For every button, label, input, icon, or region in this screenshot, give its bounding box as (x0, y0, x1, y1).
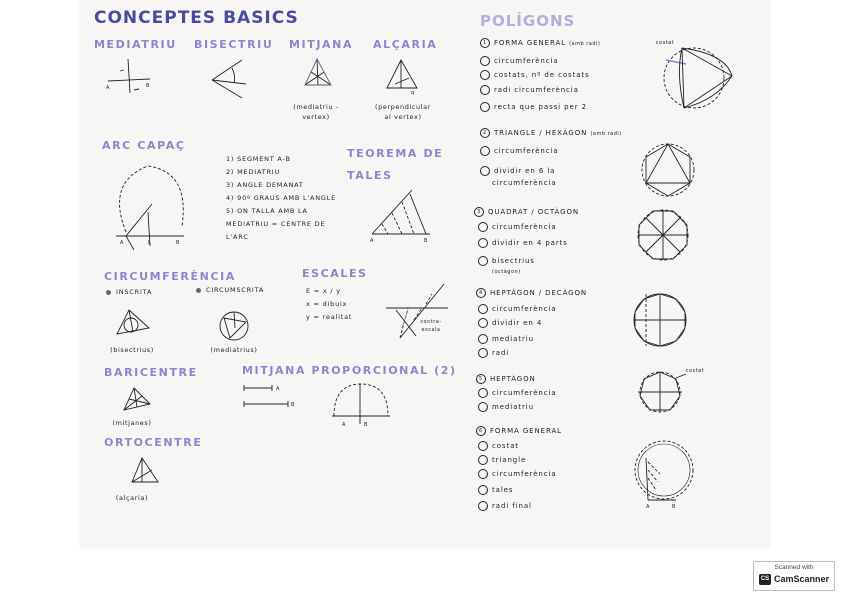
section-number: 3 (474, 207, 484, 217)
step-bullet (478, 485, 488, 495)
inscrita-figure (115, 308, 151, 338)
item-text: dividir en 4 parts (492, 239, 568, 247)
section-6-item (478, 485, 513, 495)
item-text: circumferència (492, 389, 557, 397)
caption-line: (perpendicular (374, 103, 432, 111)
step-line: 2) MEDIATRIU (226, 168, 281, 176)
section-6-title (476, 426, 562, 436)
section-5-item (478, 402, 534, 412)
step-bullet (478, 441, 488, 451)
item-text: circumferència (492, 305, 557, 313)
heading-tales-line: TEOREMA DE (347, 147, 444, 160)
escales-formula (306, 285, 352, 324)
item-text: radi circumferència (494, 86, 579, 94)
mediatriu-figure (106, 57, 152, 93)
stamp-line-1: Scanned with (774, 564, 814, 571)
caption-contraescala (414, 318, 448, 334)
svg-text:q: q (411, 90, 415, 96)
step-bullet (480, 102, 490, 112)
item-text: tales (492, 486, 514, 494)
section-6-item (478, 455, 526, 465)
step-bullet (480, 85, 490, 95)
mitjana-figure (303, 57, 333, 89)
camscanner-logo-icon: CS (759, 574, 771, 585)
step-bullet (478, 318, 488, 328)
svg-text:B: B (291, 402, 295, 408)
step-line: 4) 90º GRAUS AMB L'ANGLE (226, 194, 337, 202)
section-1-item (480, 56, 559, 66)
step-bullet (480, 70, 490, 80)
svg-text:A: A (106, 85, 110, 91)
section-note: (amb radi) (569, 41, 601, 47)
item-text: circumferència (494, 147, 559, 155)
ortocentre-figure (130, 456, 160, 486)
page-title: CONCEPTES BASICS (94, 8, 299, 28)
heading-tales-line: TALES (347, 169, 393, 182)
heading-algaria: ALÇARIA (373, 38, 438, 51)
section-2-title (480, 128, 622, 139)
stamp-line-2: CamScanner (774, 574, 830, 584)
svg-text:B: B (424, 238, 428, 244)
section-title-text: TRIANGLE / HEXÀGON (494, 129, 588, 137)
label-circumscrita (196, 284, 264, 297)
section-5-title (476, 374, 536, 384)
section-4-item (478, 318, 542, 328)
item-text: costats, nº de costats (494, 71, 590, 79)
section-6-item (478, 469, 557, 479)
section-title-text: HEPTÀGON (490, 375, 536, 383)
caption-bisectrius: (bisectrius) (110, 346, 154, 354)
bullet-dot (196, 288, 201, 293)
section-note: (amb radi) (590, 131, 622, 137)
step-line: 5) ON TALLA AMB LA (226, 207, 308, 215)
step-bullet (478, 348, 488, 358)
item-text: mediatriu (492, 403, 534, 411)
step-bullet (478, 455, 488, 465)
section-title-text: QUADRAT / OCTÀGON (488, 208, 579, 216)
item-text: radi (492, 349, 510, 357)
formula-line: E = x / y (306, 287, 341, 295)
section-number: 4 (476, 288, 486, 298)
section-2-item (480, 146, 559, 156)
caption-algaria (368, 102, 438, 122)
section-3-title (474, 207, 579, 217)
svg-text:B: B (672, 504, 676, 510)
caption-line: al vertex) (384, 113, 422, 121)
heading-circumferencia: CIRCUMFERÈNCIA (104, 270, 236, 283)
formula-line: y = realitat (306, 313, 353, 321)
section-number: 6 (476, 426, 486, 436)
svg-text:B: B (176, 240, 180, 246)
tales-figure (370, 188, 432, 244)
mitjana-proporcional-figure (330, 380, 392, 428)
caption-mitjanes: (mitjanes) (112, 419, 152, 427)
section-4-item (478, 348, 509, 358)
section-4-title (476, 288, 587, 298)
section-1-title (480, 38, 600, 49)
section-4-item (478, 304, 557, 314)
label-circumscrita-text: CIRCUMSCRITA (206, 286, 265, 294)
item-text: dividir en 4 (492, 319, 543, 327)
step-bullet (478, 501, 488, 511)
step-bullet (478, 388, 488, 398)
step-bullet (478, 222, 488, 232)
svg-text:L: L (148, 240, 151, 246)
item-text: circumferència (492, 179, 557, 187)
step-bullet (478, 256, 488, 266)
heading-baricentre: BARICENTRE (104, 366, 198, 379)
caption-line: vertex) (302, 113, 330, 121)
heading-tales (347, 143, 443, 187)
section-title-text: HEPTÀGON / DECÀGON (490, 289, 588, 297)
svg-text:A: A (276, 386, 280, 392)
camscanner-badge (753, 561, 835, 591)
step-bullet (478, 469, 488, 479)
caption-mitjana (286, 102, 346, 122)
step-bullet (478, 402, 488, 412)
step-line: 3) ANGLE DEMANAT (226, 181, 304, 189)
item-text: circumferència (492, 470, 557, 478)
heading-poligons: POLÍGONS (480, 12, 576, 30)
section-2-item (480, 166, 555, 176)
step-bullet (478, 304, 488, 314)
heading-bisectriu: BISECTRIU (194, 38, 274, 51)
item-text: circumferència (492, 223, 557, 231)
section-number: 2 (480, 128, 490, 138)
heptagon-decagon-figure (632, 292, 688, 348)
section-5-item (478, 388, 557, 398)
forma-general-6-figure (634, 440, 696, 512)
heading-ortocentre: ORTOCENTRE (104, 436, 203, 449)
triangle-hexagon-figure (640, 142, 696, 198)
item-text: bisectrius (492, 257, 535, 265)
svg-text:A: A (342, 422, 346, 428)
heading-mediatriu: MEDIATRIU (94, 38, 177, 51)
section-2-item (492, 178, 557, 188)
caption-mediatrius: (mediatrius) (210, 346, 258, 354)
label-inscrita-text: INSCRITA (116, 288, 153, 296)
caption-line: escala (421, 327, 441, 333)
item-text: dividir en 6 la (494, 167, 556, 175)
svg-text:A: A (370, 238, 374, 244)
section-1-item (480, 85, 579, 95)
mitjana-proporcional-segments (242, 384, 296, 410)
svg-text:B: B (364, 422, 368, 428)
svg-text:A: A (120, 240, 124, 246)
item-text: mediatriu (492, 335, 534, 343)
item-text: recta que passi per 2 (494, 103, 587, 111)
heading-escales: ESCALES (302, 267, 368, 280)
caption-line: (mediatriu - (293, 103, 339, 111)
quadrat-octagon-figure (636, 208, 690, 262)
step-line: L'ARC (226, 233, 249, 241)
section-number: 5 (476, 374, 486, 384)
section-3-item (478, 238, 568, 248)
item-text: circumferència (494, 57, 559, 65)
caption-altaria: (alçaria) (115, 494, 149, 502)
formula-line: x = dibuix (306, 300, 348, 308)
section-4-item (478, 334, 534, 344)
section-3-item (478, 222, 557, 232)
svg-text:A: A (646, 504, 650, 510)
item-text: costat (492, 442, 519, 450)
section-1-item (480, 102, 587, 112)
section-1-item (480, 70, 590, 80)
section-title-text: FORMA GENERAL (494, 39, 566, 47)
section-number: 1 (480, 38, 490, 48)
baricentre-figure (122, 386, 152, 412)
section-3-item (478, 256, 535, 266)
svg-text:B: B (146, 83, 150, 89)
section-6-item (478, 441, 519, 451)
arc-capac-figure (112, 162, 188, 250)
step-line: 1) SEGMENT A-B (226, 155, 291, 163)
label-inscrita (106, 286, 152, 299)
heading-mitjana: MITJANA (289, 38, 354, 51)
item-text: triangle (492, 456, 527, 464)
bullet-dot (106, 290, 111, 295)
section-6-item (478, 501, 532, 511)
step-bullet (480, 166, 490, 176)
step-line: MEDIATRIU = CENTRE DE (226, 220, 326, 228)
arc-capac-steps (226, 153, 336, 244)
forma-general-figure (656, 44, 736, 110)
circumscrita-figure (218, 310, 250, 342)
heading-mitjana-proporcional: MITJANA PROPORCIONAL (2) (242, 364, 457, 377)
caption-line: contra- (420, 319, 442, 325)
heading-arc-capac: ARC CAPAÇ (102, 139, 186, 152)
step-bullet (480, 56, 490, 66)
step-bullet (480, 146, 490, 156)
section-3-item-note: (octàgon) (492, 269, 521, 275)
label-costat: costat (655, 40, 675, 46)
algaria-figure (385, 58, 419, 94)
heptagon-figure (636, 370, 688, 416)
item-text: radi final (492, 502, 532, 510)
label-costat-heptagon: costat (685, 368, 705, 374)
section-title-text: FORMA GENERAL (490, 427, 562, 435)
step-bullet (478, 238, 488, 248)
bisectriu-figure (208, 56, 248, 100)
step-bullet (478, 334, 488, 344)
